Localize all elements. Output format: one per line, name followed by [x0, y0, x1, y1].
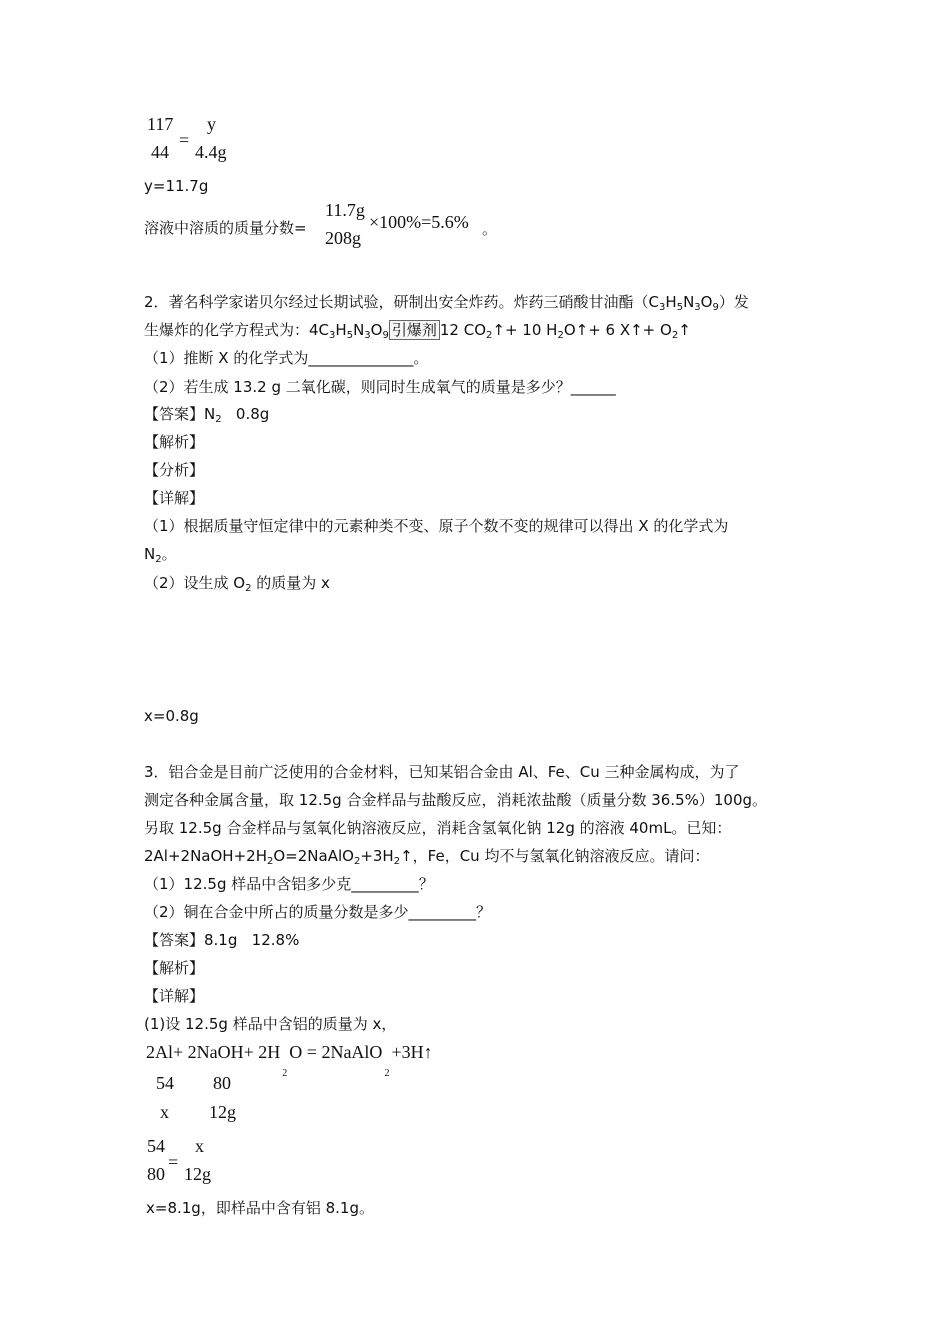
ratio-numerator-left: 117 — [147, 114, 174, 134]
q2-sub-question-1: （1）推断 X 的化学式为______________。 — [144, 349, 429, 367]
reaction-condition: 引爆剂 — [389, 320, 440, 340]
mass-fraction-fraction — [323, 200, 373, 250]
y-result: y=11.7g — [144, 177, 209, 195]
q3-detail-heading: 【详解】 — [144, 987, 205, 1005]
q3-sub-question-1: （1）12.5g 样品中含铝多少克_________？ — [144, 875, 434, 893]
q3-fraction-left-num: 54 — [147, 1136, 165, 1156]
q2-detail-heading: 【详解】 — [144, 489, 205, 507]
q2-detail-1: （1）根据质量守恒定律中的元素种类不变、原子个数不变的规律可以得出 X 的化学式为 — [144, 517, 729, 535]
mass-fraction-numerator: 11.7g — [325, 200, 365, 220]
q2-analysis-heading: 【解析】 — [144, 433, 205, 451]
ratio-denominator-left: 44 — [151, 142, 169, 162]
q3-sub-question-2: （2）铜在合金中所占的质量分数是多少_________？ — [144, 903, 492, 921]
q3-stem-line4: $2Al+2NaOH+2H_2O=2NaAlO_2+3H_2↑$，Fe，Cu 均不与氢氧化钠溶液反应。请问： — [144, 847, 710, 867]
q3-result: x=8.1g，即样品中含有铝 8.1g。 — [146, 1199, 374, 1217]
q2-x-result: x=0.8g — [144, 707, 199, 725]
q2-detail-1-formula: $N_2$。 — [144, 545, 177, 565]
mass-fraction-result: ×100%=5.6% — [369, 212, 469, 232]
q3-row1-al: 54 — [156, 1073, 174, 1093]
q2-stem-line2: 生爆炸的化学方程式为：$4C_3H_5N_3O_9$ 引爆剂 12 $CO_2↑+ 10$ $H_2O↑+ 6$ X↑+ $O_2↑$ — [144, 321, 691, 341]
ratio-numerator-right: y — [207, 114, 216, 134]
q3-answer: 【答案】8.1g 12.8% — [144, 931, 300, 949]
q3-fraction-right — [184, 1136, 224, 1186]
q2-fenxi-heading: 【分析】 — [144, 461, 205, 479]
q3-row2-12g: 12g — [209, 1102, 236, 1122]
mass-fraction-label: 溶液中溶质的质量分数= — [144, 219, 307, 237]
q2-stem-line1: 2．著名科学家诺贝尔经过长期试验，研制出安全炸药。炸药三硝酸甘油酯$(C_3H_5N_3O_9)$发 — [144, 293, 749, 313]
q3-set-variable: (1)设 12.5g 样品中含铝的质量为 x， — [144, 1015, 397, 1033]
q3-fraction-left-den: 80 — [147, 1164, 165, 1184]
q2-detail-2: （2）设生成 $O_2$ 的质量为 x — [144, 574, 330, 594]
ratio-fraction-right — [195, 114, 235, 164]
q2-sub-question-2: （2）若生成 13.2 g 二氧化碳，则同时生成氧气的质量是多少？______ — [144, 378, 616, 396]
ratio-equals: = — [179, 130, 190, 150]
q3-stem-line3: 另取 12.5g 合金样品与氢氧化钠溶液反应，消耗含氢氧化钠 12g 的溶液 40mL。已知： — [144, 819, 732, 837]
q3-fraction-right-den: 12g — [184, 1164, 211, 1184]
q3-stem-line2: 测定各种金属含量，取 12.5g 合金样品与盐酸反应，消耗浓盐酸（质量分数 36.5%）100g。 — [144, 791, 768, 809]
q3-equation: 2Al+ 2NaOH+ $2H_2O$ = 2NaAlO$_2$+3H↑ — [146, 1042, 433, 1079]
q3-analysis-heading: 【解析】 — [144, 959, 205, 977]
ratio-denominator-right: 4.4g — [195, 142, 227, 162]
q3-stem-line1: 3．铝合金是目前广泛使用的合金材料，已知某铝合金由 Al、Fe、Cu 三种金属构成，为了 — [144, 763, 740, 781]
q3-row1-naoh: 80 — [213, 1073, 231, 1093]
mass-fraction-denominator: 208g — [325, 228, 361, 248]
q3-fraction-right-num: x — [195, 1136, 204, 1156]
q3-fraction-equals: = — [168, 1152, 179, 1172]
mass-fraction-end: 。 — [482, 220, 498, 238]
q2-answer: 【答案】$N_2$ 0.8g — [144, 405, 270, 425]
q3-row2-x: x — [160, 1102, 169, 1122]
